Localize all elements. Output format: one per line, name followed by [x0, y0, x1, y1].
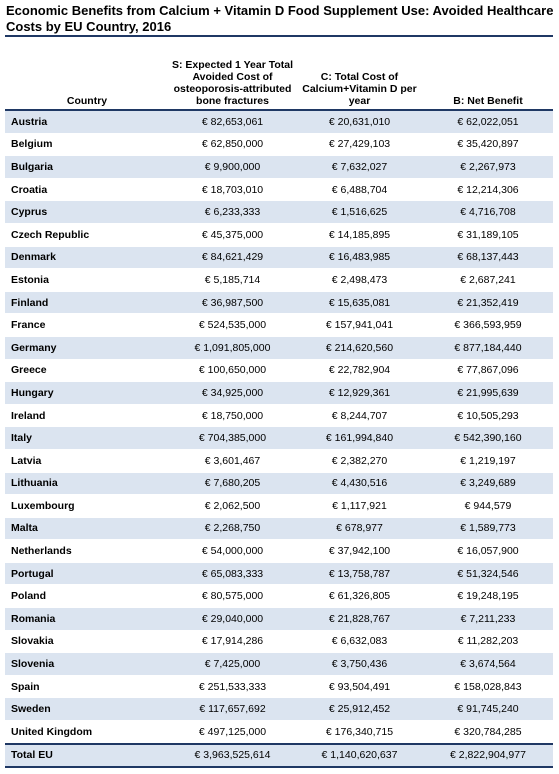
avoided-cost-cell: € 84,621,429 — [169, 246, 296, 269]
net-benefit-cell: € 3,249,689 — [423, 472, 553, 495]
table-row — [5, 269, 553, 292]
net-benefit-cell: € 1,219,197 — [423, 449, 553, 472]
country-cell: Lithuania — [5, 472, 169, 495]
avoided-cost-cell: € 9,900,000 — [169, 156, 296, 179]
header-country: Country — [5, 36, 169, 110]
total-cost-cell: € 21,828,767 — [296, 608, 423, 631]
avoided-cost-cell: € 251,533,333 — [169, 675, 296, 698]
table-row — [5, 110, 553, 133]
country-cell: Austria — [5, 110, 169, 133]
total-cost-cell: € 14,185,895 — [296, 223, 423, 246]
avoided-cost-cell: € 2,268,750 — [169, 517, 296, 540]
table-row — [5, 427, 553, 450]
table-row — [5, 246, 553, 269]
net-benefit-cell: € 51,324,546 — [423, 562, 553, 585]
table-row — [5, 382, 553, 405]
header-total-cost: C: Total Cost of Calcium+Vitamin D per year — [296, 36, 423, 110]
avoided-cost-cell: € 82,653,061 — [169, 110, 296, 133]
net-benefit-cell: € 1,589,773 — [423, 517, 553, 540]
total-cost-cell: € 22,782,904 — [296, 359, 423, 382]
net-benefit-cell: € 62,022,051 — [423, 110, 553, 133]
country-cell: Cyprus — [5, 201, 169, 224]
total-cost-cell: € 27,429,103 — [296, 133, 423, 156]
total-label-cell: Total EU — [5, 744, 169, 768]
total-cost-cell: € 176,340,715 — [296, 721, 423, 744]
net-benefit-cell: € 91,745,240 — [423, 698, 553, 721]
table-row — [5, 585, 553, 608]
avoided-cost-cell: € 36,987,500 — [169, 291, 296, 314]
table-row — [5, 698, 553, 721]
net-benefit-cell: € 2,687,241 — [423, 269, 553, 292]
country-cell: Malta — [5, 517, 169, 540]
table-row — [5, 201, 553, 224]
avoided-cost-cell: € 54,000,000 — [169, 540, 296, 563]
avoided-cost-cell: € 7,680,205 — [169, 472, 296, 495]
total-cost-cell: € 25,912,452 — [296, 698, 423, 721]
net-benefit-cell: € 19,248,195 — [423, 585, 553, 608]
total-cost-cell: € 15,635,081 — [296, 291, 423, 314]
country-cell: Croatia — [5, 178, 169, 201]
total-cost-cell: € 8,244,707 — [296, 404, 423, 427]
avoided-cost-cell: € 3,601,467 — [169, 449, 296, 472]
net-benefit-cell: € 877,184,440 — [423, 336, 553, 359]
net-benefit-cell: € 31,189,105 — [423, 223, 553, 246]
avoided-cost-cell: € 5,185,714 — [169, 269, 296, 292]
country-cell: Italy — [5, 427, 169, 450]
net-benefit-cell: € 7,211,233 — [423, 608, 553, 631]
total-net-benefit-cell: € 2,822,904,977 — [423, 744, 553, 768]
total-cost-cell: € 4,430,516 — [296, 472, 423, 495]
table-row — [5, 336, 553, 359]
table-row — [5, 653, 553, 676]
avoided-cost-cell: € 117,657,692 — [169, 698, 296, 721]
avoided-cost-cell: € 2,062,500 — [169, 495, 296, 518]
net-benefit-cell: € 21,352,419 — [423, 291, 553, 314]
table-title: Economic Benefits from Calcium + Vitamin D Food Supplement Use: Avoided Healthcare Costs by EU Country, 2016 — [6, 3, 554, 34]
country-cell: Denmark — [5, 246, 169, 269]
total-cost-cell: € 61,326,805 — [296, 585, 423, 608]
total-cost-cell: € 157,941,041 — [296, 314, 423, 337]
avoided-cost-cell: € 34,925,000 — [169, 382, 296, 405]
net-benefit-cell: € 158,028,843 — [423, 675, 553, 698]
avoided-cost-cell: € 100,650,000 — [169, 359, 296, 382]
total-cost-cell: € 6,488,704 — [296, 178, 423, 201]
table-row — [5, 291, 553, 314]
table-row — [5, 178, 553, 201]
country-cell: Slovenia — [5, 653, 169, 676]
table-row — [5, 223, 553, 246]
avoided-cost-cell: € 524,535,000 — [169, 314, 296, 337]
total-cost-cell: € 161,994,840 — [296, 427, 423, 450]
table-row — [5, 630, 553, 653]
country-cell: Sweden — [5, 698, 169, 721]
net-benefit-cell: € 12,214,306 — [423, 178, 553, 201]
avoided-cost-cell: € 18,703,010 — [169, 178, 296, 201]
total-cost-cell: € 1,516,625 — [296, 201, 423, 224]
country-cell: Romania — [5, 608, 169, 631]
net-benefit-cell: € 542,390,160 — [423, 427, 553, 450]
country-cell: France — [5, 314, 169, 337]
avoided-cost-cell: € 1,091,805,000 — [169, 336, 296, 359]
avoided-cost-cell: € 62,850,000 — [169, 133, 296, 156]
table-row — [5, 156, 553, 179]
country-cell: Luxembourg — [5, 495, 169, 518]
country-cell: Latvia — [5, 449, 169, 472]
avoided-cost-cell: € 6,233,333 — [169, 201, 296, 224]
total-cost-cell: € 2,498,473 — [296, 269, 423, 292]
country-cell: Hungary — [5, 382, 169, 405]
total-cost-cell: € 3,750,436 — [296, 653, 423, 676]
country-cell: Spain — [5, 675, 169, 698]
avoided-cost-cell: € 18,750,000 — [169, 404, 296, 427]
avoided-cost-cell: € 80,575,000 — [169, 585, 296, 608]
total-cost-cell: € 13,758,787 — [296, 562, 423, 585]
total-cost-cell: € 20,631,010 — [296, 110, 423, 133]
table-row — [5, 495, 553, 518]
total-cost-cell: € 2,382,270 — [296, 449, 423, 472]
net-benefit-cell: € 3,674,564 — [423, 653, 553, 676]
table-row — [5, 562, 553, 585]
table-container — [5, 35, 553, 768]
avoided-cost-cell: € 497,125,000 — [169, 721, 296, 744]
net-benefit-cell: € 68,137,443 — [423, 246, 553, 269]
table-row — [5, 404, 553, 427]
net-benefit-cell: € 11,282,203 — [423, 630, 553, 653]
total-cost-cell: € 93,504,491 — [296, 675, 423, 698]
avoided-cost-cell: € 17,914,286 — [169, 630, 296, 653]
total-cost-cell: € 678,977 — [296, 517, 423, 540]
table-row — [5, 314, 553, 337]
avoided-cost-cell: € 7,425,000 — [169, 653, 296, 676]
benefits-table — [5, 35, 553, 768]
country-cell: Slovakia — [5, 630, 169, 653]
table-row — [5, 540, 553, 563]
table-row — [5, 721, 553, 744]
net-benefit-cell: € 320,784,285 — [423, 721, 553, 744]
country-cell: Germany — [5, 336, 169, 359]
total-avoided-cost-cell: € 3,963,525,614 — [169, 744, 296, 768]
total-cost-cell: € 214,620,560 — [296, 336, 423, 359]
total-row — [5, 744, 553, 768]
country-cell: Netherlands — [5, 540, 169, 563]
table-row — [5, 133, 553, 156]
total-cost-cell: € 6,632,083 — [296, 630, 423, 653]
total-cost-cell: € 7,632,027 — [296, 156, 423, 179]
total-cost-cell: € 37,942,100 — [296, 540, 423, 563]
net-benefit-cell: € 21,995,639 — [423, 382, 553, 405]
table-row — [5, 359, 553, 382]
total-cost-total-cell: € 1,140,620,637 — [296, 744, 423, 768]
net-benefit-cell: € 35,420,897 — [423, 133, 553, 156]
header-row — [5, 36, 553, 110]
header-avoided-cost: S: Expected 1 Year Total Avoided Cost of osteoporosis-attributed bone fractures — [169, 36, 296, 110]
country-cell: Estonia — [5, 269, 169, 292]
country-cell: Bulgaria — [5, 156, 169, 179]
table-body — [5, 110, 553, 767]
avoided-cost-cell: € 29,040,000 — [169, 608, 296, 631]
avoided-cost-cell: € 45,375,000 — [169, 223, 296, 246]
country-cell: Belgium — [5, 133, 169, 156]
total-cost-cell: € 16,483,985 — [296, 246, 423, 269]
net-benefit-cell: € 77,867,096 — [423, 359, 553, 382]
country-cell: Poland — [5, 585, 169, 608]
total-cost-cell: € 1,117,921 — [296, 495, 423, 518]
country-cell: Portugal — [5, 562, 169, 585]
country-cell: Ireland — [5, 404, 169, 427]
net-benefit-cell: € 4,716,708 — [423, 201, 553, 224]
country-cell: Finland — [5, 291, 169, 314]
net-benefit-cell: € 2,267,973 — [423, 156, 553, 179]
net-benefit-cell: € 10,505,293 — [423, 404, 553, 427]
table-row — [5, 517, 553, 540]
header-net-benefit: B: Net Benefit — [423, 36, 553, 110]
net-benefit-cell: € 944,579 — [423, 495, 553, 518]
net-benefit-cell: € 16,057,900 — [423, 540, 553, 563]
country-cell: United Kingdom — [5, 721, 169, 744]
table-row — [5, 608, 553, 631]
total-cost-cell: € 12,929,361 — [296, 382, 423, 405]
table-row — [5, 675, 553, 698]
avoided-cost-cell: € 65,083,333 — [169, 562, 296, 585]
net-benefit-cell: € 366,593,959 — [423, 314, 553, 337]
table-row — [5, 472, 553, 495]
avoided-cost-cell: € 704,385,000 — [169, 427, 296, 450]
country-cell: Greece — [5, 359, 169, 382]
country-cell: Czech Republic — [5, 223, 169, 246]
table-row — [5, 449, 553, 472]
